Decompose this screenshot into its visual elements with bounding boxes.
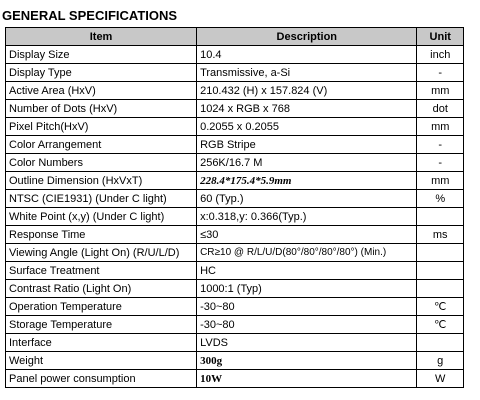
row-item: White Point (x,y) (Under C light) xyxy=(6,208,197,226)
table-row xyxy=(6,298,464,316)
row-unit: ms xyxy=(417,226,464,244)
table-row xyxy=(6,172,464,190)
row-unit: dot xyxy=(417,100,464,118)
row-unit xyxy=(417,262,464,280)
table-row xyxy=(6,226,464,244)
row-item: Display Type xyxy=(6,64,197,82)
table-row xyxy=(6,118,464,136)
table-row xyxy=(6,64,464,82)
table-row xyxy=(6,154,464,172)
row-description: RGB Stripe xyxy=(197,136,417,154)
table-row xyxy=(6,136,464,154)
header-item: Item xyxy=(6,28,197,46)
table-row xyxy=(6,82,464,100)
row-item: Panel power consumption xyxy=(6,370,197,388)
row-item: NTSC (CIE1931) (Under C light) xyxy=(6,190,197,208)
table-row xyxy=(6,280,464,298)
row-description: LVDS xyxy=(197,334,417,352)
row-description: 0.2055 x 0.2055 xyxy=(197,118,417,136)
row-unit: % xyxy=(417,190,464,208)
row-item: Contrast Ratio (Light On) xyxy=(6,280,197,298)
row-item: Active Area (HxV) xyxy=(6,82,197,100)
row-item: Operation Temperature xyxy=(6,298,197,316)
row-unit: - xyxy=(417,136,464,154)
row-item: Outline Dimension (HxVxT) xyxy=(6,172,197,190)
row-description: ≤30 xyxy=(197,226,417,244)
row-item: Number of Dots (HxV) xyxy=(6,100,197,118)
row-description: CR≥10 @ R/L/U/D(80°/80°/80°/80°) (Min.) xyxy=(197,244,417,262)
row-item: Interface xyxy=(6,334,197,352)
header-unit: Unit xyxy=(417,28,464,46)
table-row xyxy=(6,352,464,370)
row-unit xyxy=(417,208,464,226)
row-description: x:0.318,y: 0.366(Typ.) xyxy=(197,208,417,226)
header-description: Description xyxy=(197,28,417,46)
table-row xyxy=(6,316,464,334)
row-description: 210.432 (H) x 157.824 (V) xyxy=(197,82,417,100)
row-unit: g xyxy=(417,352,464,370)
row-item: Pixel Pitch(HxV) xyxy=(6,118,197,136)
row-item: Response Time xyxy=(6,226,197,244)
row-unit: mm xyxy=(417,118,464,136)
row-description: 1000:1 (Typ) xyxy=(197,280,417,298)
row-unit: ℃ xyxy=(417,298,464,316)
row-description: 228.4*175.4*5.9mm xyxy=(197,172,417,190)
row-item: Surface Treatment xyxy=(6,262,197,280)
table-header-row xyxy=(6,28,464,46)
table-row xyxy=(6,334,464,352)
row-unit: W xyxy=(417,370,464,388)
row-unit: inch xyxy=(417,46,464,64)
table-row xyxy=(6,208,464,226)
row-unit: ℃ xyxy=(417,316,464,334)
row-unit: mm xyxy=(417,172,464,190)
page-title: GENERAL SPECIFICATIONS xyxy=(2,8,178,23)
row-description: -30~80 xyxy=(197,316,417,334)
row-description: 10W xyxy=(197,370,417,388)
table-row xyxy=(6,370,464,388)
table-row xyxy=(6,46,464,64)
row-description: 60 (Typ.) xyxy=(197,190,417,208)
row-item: Storage Temperature xyxy=(6,316,197,334)
row-unit xyxy=(417,280,464,298)
row-description: 256K/16.7 M xyxy=(197,154,417,172)
spec-table xyxy=(5,27,464,388)
table-row xyxy=(6,244,464,262)
row-description: 300g xyxy=(197,352,417,370)
table-row xyxy=(6,100,464,118)
row-item: Viewing Angle (Light On) (R/U/L/D) xyxy=(6,244,197,262)
row-description: -30~80 xyxy=(197,298,417,316)
row-unit: mm xyxy=(417,82,464,100)
row-unit: - xyxy=(417,154,464,172)
row-description: Transmissive, a-Si xyxy=(197,64,417,82)
row-item: Color Numbers xyxy=(6,154,197,172)
row-unit xyxy=(417,334,464,352)
row-description: 1024 x RGB x 768 xyxy=(197,100,417,118)
row-item: Color Arrangement xyxy=(6,136,197,154)
table-row xyxy=(6,262,464,280)
row-description: HC xyxy=(197,262,417,280)
row-unit xyxy=(417,244,464,262)
row-description: 10.4 xyxy=(197,46,417,64)
row-item: Weight xyxy=(6,352,197,370)
row-unit: - xyxy=(417,64,464,82)
row-item: Display Size xyxy=(6,46,197,64)
table-row xyxy=(6,190,464,208)
